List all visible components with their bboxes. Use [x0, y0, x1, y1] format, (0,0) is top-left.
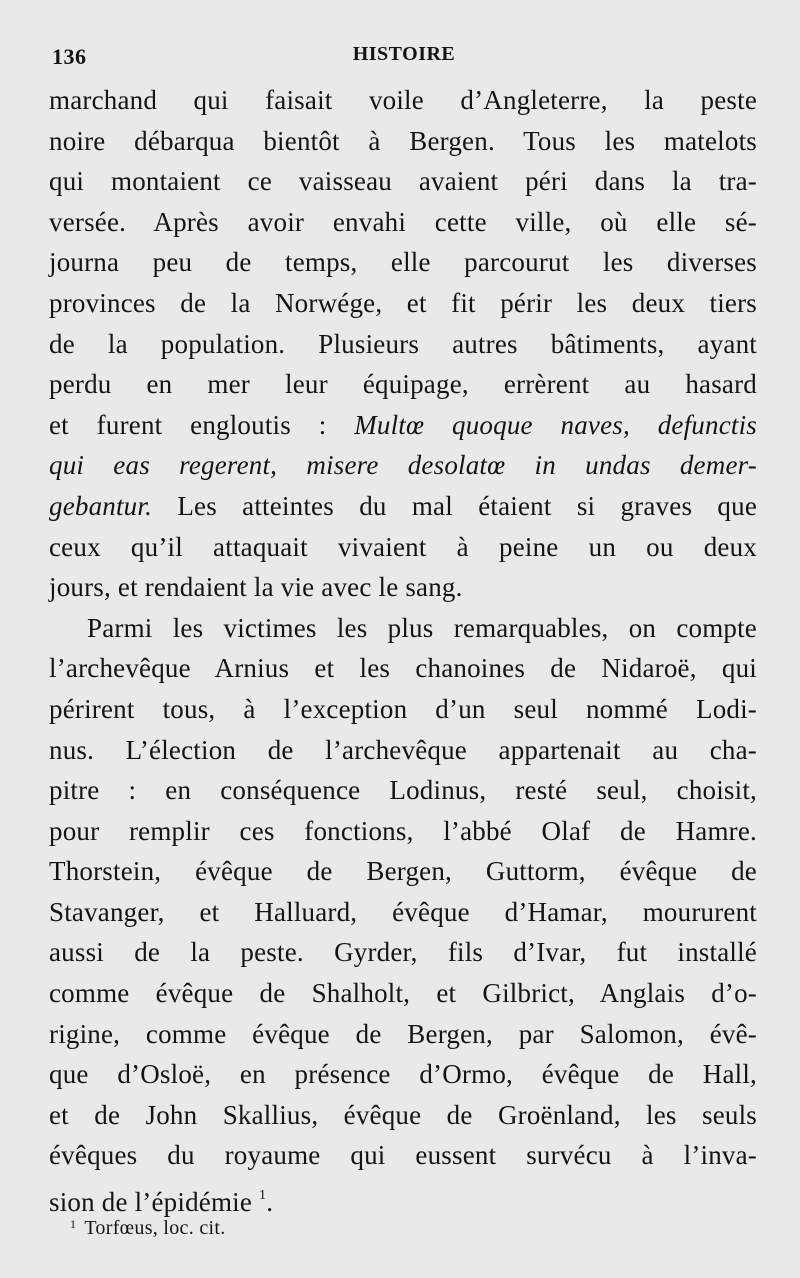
text-line: qui montaient ce vaisseau avaient péri dans la tra-: [49, 166, 757, 197]
text-line: Parmi les victimes les plus remarquables, on compte: [87, 612, 757, 643]
text-line: [49, 486, 757, 527]
text-line: pour remplir ces fonctions, l’abbé Olaf de Hamre.: [49, 815, 757, 846]
text-line: et de John Skallius, évêque de Groënland, les seuls: [49, 1099, 757, 1130]
text-line: pitre : en conséquence Lodinus, resté seul, choisit,: [49, 775, 757, 806]
footnote-marker: 1: [70, 1217, 77, 1231]
running-title: HISTOIRE: [352, 43, 456, 65]
text-line: que d’Osloë, en présence d’Ormo, évêque de Hall,: [49, 1059, 757, 1090]
footnote-text: Torfœus, loc. cit.: [84, 1217, 226, 1239]
latin-quote: gebantur.: [49, 490, 153, 521]
latin-quote-line: qui eas regerent, misere desolatœ in undas demer-: [49, 450, 757, 481]
text-line: marchand qui faisait voile d’Angleterre, la peste: [49, 85, 757, 115]
text-line: nus. L’élection de l’archevêque appartenait au cha-: [49, 734, 757, 765]
body-text: [49, 80, 757, 1217]
text-line: provinces de la Norwége, et fit périr les deux tiers: [49, 287, 757, 318]
text-line: noire débarqua bientôt à Bergen. Tous les matelots: [49, 125, 757, 156]
text-line: comme évêque de Shalholt, et Gilbrict, Anglais d’o-: [49, 978, 757, 1009]
text-line: rigine, comme évêque de Bergen, par Salomon, évê-: [49, 1018, 757, 1049]
text-line: ceux qu’il attaquait vivaient à peine un ou deux: [49, 531, 757, 562]
text-line: versée. Après avoir envahi cette ville, où elle sé-: [49, 206, 757, 237]
text-line: Stavanger, et Halluard, évêque d’Hamar, moururent: [49, 896, 757, 927]
text-line: de la population. Plusieurs autres bâtiments, ayant: [49, 328, 757, 359]
page-header: [52, 40, 756, 74]
text-line: jours, et rendaient la vie avec le sang.: [49, 572, 463, 603]
text-line: périrent tous, à l’exception d’un seul nommé Lodi-: [49, 693, 757, 724]
roman-text: et furent engloutis :: [49, 409, 355, 440]
roman-text: Les atteintes du mal étaient si graves que: [152, 490, 757, 521]
footnote-reference[interactable]: 1: [259, 1188, 267, 1204]
roman-text: .: [266, 1187, 274, 1218]
text-line: [49, 405, 757, 446]
text-line: journa peu de temps, elle parcourut les diverses: [49, 247, 757, 278]
latin-quote: Multœ quoque naves, defunctis: [354, 409, 757, 440]
paragraph: [49, 80, 757, 608]
text-line: perdu en mer leur équipage, errèrent au hasard: [49, 369, 757, 400]
text-line: évêques du royaume qui eussent survécu à l’inva-: [49, 1140, 757, 1171]
text-line: aussi de la peste. Gyrder, fils d’Ivar, fut installé: [49, 937, 757, 968]
text-line: l’archevêque Arnius et les chanoines de Nidaroë, qui: [49, 653, 757, 684]
roman-text: sion de l’épidémie: [49, 1187, 253, 1218]
page-number: 136: [52, 44, 87, 69]
text-line: [49, 1176, 757, 1217]
text-line: Thorstein, évêque de Bergen, Guttorm, évêque de: [49, 856, 757, 887]
paragraph: [49, 608, 757, 1217]
footnote: [70, 1217, 226, 1240]
